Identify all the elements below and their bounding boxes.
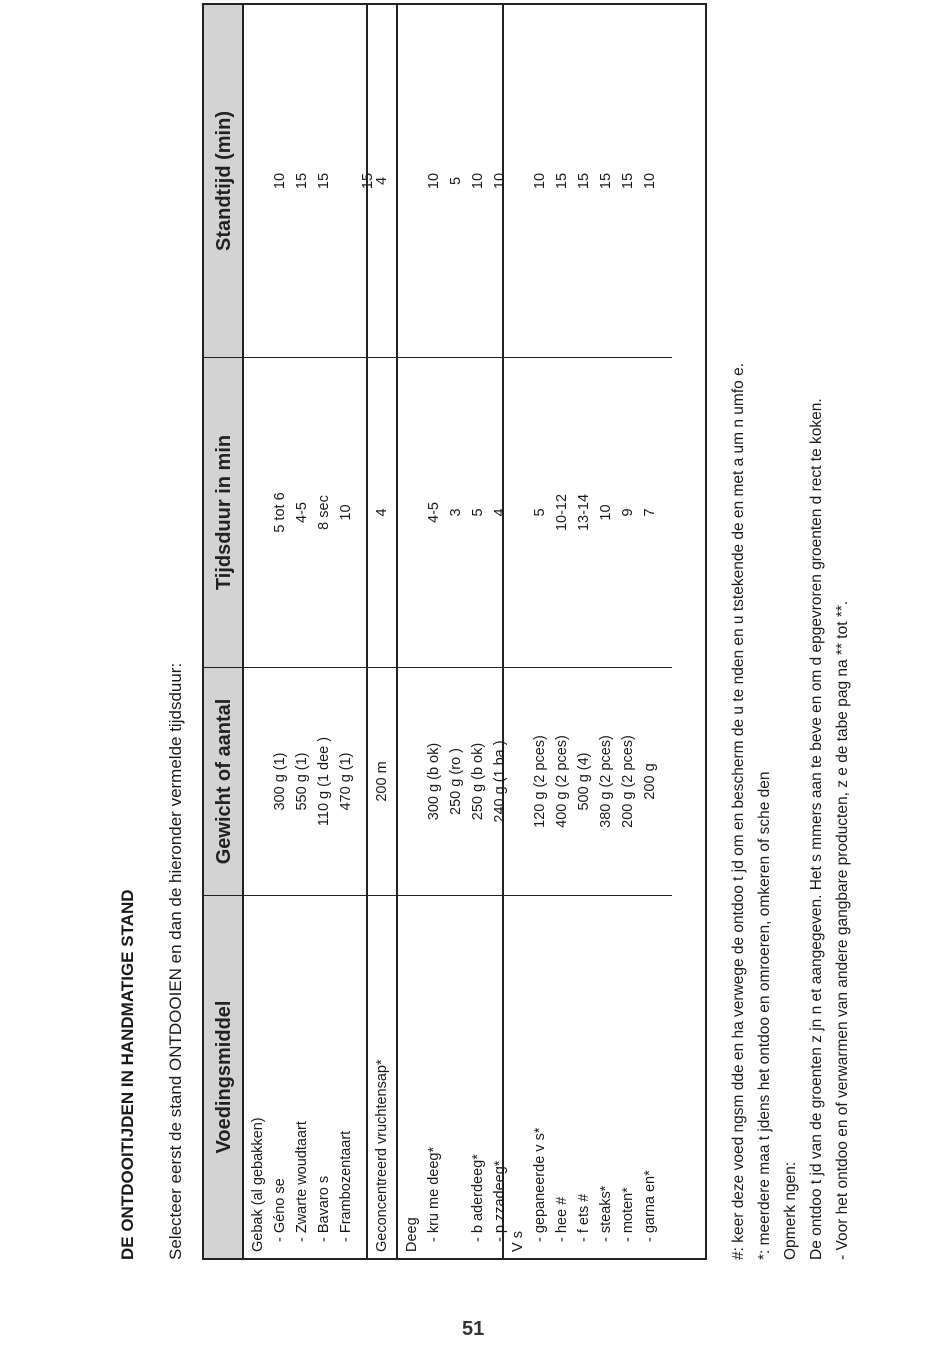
cell-line: - b aderdeeg* (470, 1154, 486, 1242)
weight-cell (244, 668, 366, 896)
time-cell-lines (401, 358, 511, 667)
cell-line: - Géno se (272, 1178, 288, 1242)
cell-line: V s (510, 1231, 526, 1252)
cell-line (247, 5, 269, 357)
cell-line: Geconcentreerd vruchtensap* (374, 1059, 390, 1252)
food-cell-lines (247, 896, 357, 1258)
cell-line: 10-12 (554, 493, 570, 532)
cell-line (335, 5, 357, 357)
cell-line: 10 (272, 172, 288, 190)
cell-line (401, 668, 423, 895)
time-cell-lines (371, 358, 393, 667)
cell-line: 300 g (b ok) (426, 742, 442, 821)
weight-cell-lines (401, 668, 511, 895)
page-number: 51 (462, 1318, 485, 1340)
table-row-group (244, 5, 376, 1258)
cell-line: 4 (374, 508, 390, 517)
cell-line: 3 (448, 508, 464, 517)
cell-line (507, 5, 529, 357)
cell-line: 4-5 (294, 502, 310, 523)
stand-time-cell (398, 5, 508, 358)
cell-line (445, 896, 467, 1252)
cell-line: - f ets # (576, 1193, 592, 1242)
cell-line: 4 (374, 176, 390, 186)
food-cell (244, 896, 366, 1258)
cell-line: 10 (492, 172, 508, 190)
cell-line (507, 358, 529, 667)
cell-line: 380 g (2 pces) (598, 735, 614, 828)
note-line: *: meerdere maa t jdens het ontdoo en omroeren, omkeren of sche den (756, 771, 773, 1260)
table-row-group (368, 5, 398, 1258)
food-cell (504, 896, 672, 1258)
table-row-group (504, 5, 672, 1258)
cell-line: 15 (620, 172, 636, 190)
table-header-row (204, 5, 244, 1258)
cell-line: 15 (598, 172, 614, 190)
cell-line (247, 668, 269, 895)
cell-line: 5 (532, 508, 548, 517)
cell-line: 200 m (374, 761, 390, 802)
cell-line: - moten* (620, 1187, 636, 1242)
food-cell (368, 896, 396, 1258)
cell-line: 300 g (1) (272, 752, 288, 811)
weight-cell (368, 668, 396, 896)
cell-line: 8 sec (316, 495, 332, 530)
cell-line: 470 g (1) (338, 752, 354, 811)
cell-line: 500 g (4) (576, 752, 592, 811)
cell-line: 5 (470, 508, 486, 517)
note-line: De ontdoo t jd van de groenten z jn n et aangegeven. Het s mmers aan te beve en om d epgevroren groenten d rect te koken. (808, 398, 825, 1260)
cell-line: 15 (360, 172, 376, 190)
cell-line: 4-5 (426, 502, 442, 523)
stand-time-cell (504, 5, 672, 358)
notes-block (726, 3, 856, 1260)
stand-time-cell (368, 5, 396, 358)
time-cell (244, 358, 366, 668)
cell-line: - garna en* (642, 1170, 658, 1242)
cell-line: 15 (294, 172, 310, 190)
header-time: Tijdsduur in min (204, 358, 242, 668)
time-cell-lines (247, 358, 357, 667)
cell-line: 120 g (2 pces) (532, 735, 548, 828)
stand-time-cell-lines (401, 5, 511, 357)
cell-line: 10 (642, 172, 658, 190)
weight-cell (504, 668, 672, 896)
cell-line: 10 (532, 172, 548, 190)
cell-line: 110 g (1 dee ) (316, 736, 332, 827)
weight-cell-lines (247, 668, 357, 895)
weight-cell (398, 668, 508, 896)
cell-line: 9 (620, 508, 636, 517)
cell-line: 4 (492, 508, 508, 517)
cell-line (401, 5, 423, 357)
cell-line: - Zwarte woudtaart (294, 1121, 310, 1242)
cell-line (401, 358, 423, 667)
cell-line: 5 tot 6 (272, 492, 288, 533)
cell-line: Deeg (404, 1217, 420, 1252)
cell-line: 240 g (1 ba ) (492, 740, 508, 823)
cell-line: Gebak (al gebakken) (250, 1117, 266, 1252)
time-cell (398, 358, 508, 668)
time-cell-lines (507, 358, 661, 667)
cell-line: - hee # (554, 1196, 570, 1242)
stand-time-cell (244, 5, 376, 358)
cell-line: 250 g (b ok) (470, 742, 486, 821)
cell-line: 13-14 (576, 493, 592, 532)
cell-line: 5 (448, 176, 464, 186)
cell-line: - Bavaro s (316, 1175, 332, 1242)
cell-line: 400 g (2 pces) (554, 735, 570, 828)
header-stand-time: Standtijd (min) (204, 5, 242, 358)
cell-line: 15 (316, 172, 332, 190)
cell-line: - steaks* (598, 1185, 614, 1242)
note-line: - Voor het ontdoo en of verwarmen van andere gangbare producten, z e de tabe pag na ** tot **. (834, 600, 851, 1260)
cell-line: 7 (642, 508, 658, 517)
cell-line: 10 (470, 172, 486, 190)
weight-cell-lines (507, 668, 661, 895)
note-line: #: keer deze voed ngsm dde en ha verwege de ontdoo t jd om en bescherm de u te nden en u tstekende de en met a um n umfo e. (730, 363, 747, 1260)
defrost-table (202, 3, 707, 1260)
page-title: DE ONTDOOITIJDEN IN HANDMATIGE STAND (118, 889, 137, 1260)
stand-time-cell-lines (507, 5, 661, 357)
weight-cell-lines (371, 668, 393, 895)
table-row-group (398, 5, 508, 1258)
cell-line: 10 (338, 504, 354, 521)
cell-line: 200 g (642, 763, 658, 800)
cell-line (247, 358, 269, 667)
cell-line: - kru me deeg* (426, 1146, 442, 1242)
food-cell-lines (507, 896, 661, 1258)
cell-line: 15 (576, 172, 592, 190)
cell-line (507, 668, 529, 895)
food-cell (398, 896, 508, 1258)
cell-line: 10 (598, 504, 614, 521)
time-cell (504, 358, 672, 668)
note-line: Opmerk ngen: (782, 1161, 799, 1260)
cell-line: - Frambozentaart (338, 1130, 354, 1242)
cell-line: - gepaneerde v s* (532, 1127, 548, 1242)
cell-line: 250 g (ro ) (448, 748, 464, 815)
cell-line: - p zzadeeg* (492, 1160, 508, 1242)
stand-time-cell-lines (371, 5, 393, 357)
food-cell-lines (371, 896, 393, 1258)
intro-text: Selecteer eerst de stand ONTDOOIEN en dan de hieronder vermelde tijdsduur: (166, 662, 185, 1260)
cell-line: 10 (426, 172, 442, 190)
time-cell (368, 358, 396, 668)
cell-line: 550 g (1) (294, 752, 310, 811)
header-food: Voedingsmiddel (213, 1000, 235, 1154)
cell-line: 15 (554, 172, 570, 190)
stand-time-cell-lines (247, 5, 379, 357)
food-cell-lines (401, 896, 511, 1258)
header-weight: Gewicht of aantal (204, 668, 242, 896)
cell-line: 200 g (2 pces) (620, 735, 636, 828)
